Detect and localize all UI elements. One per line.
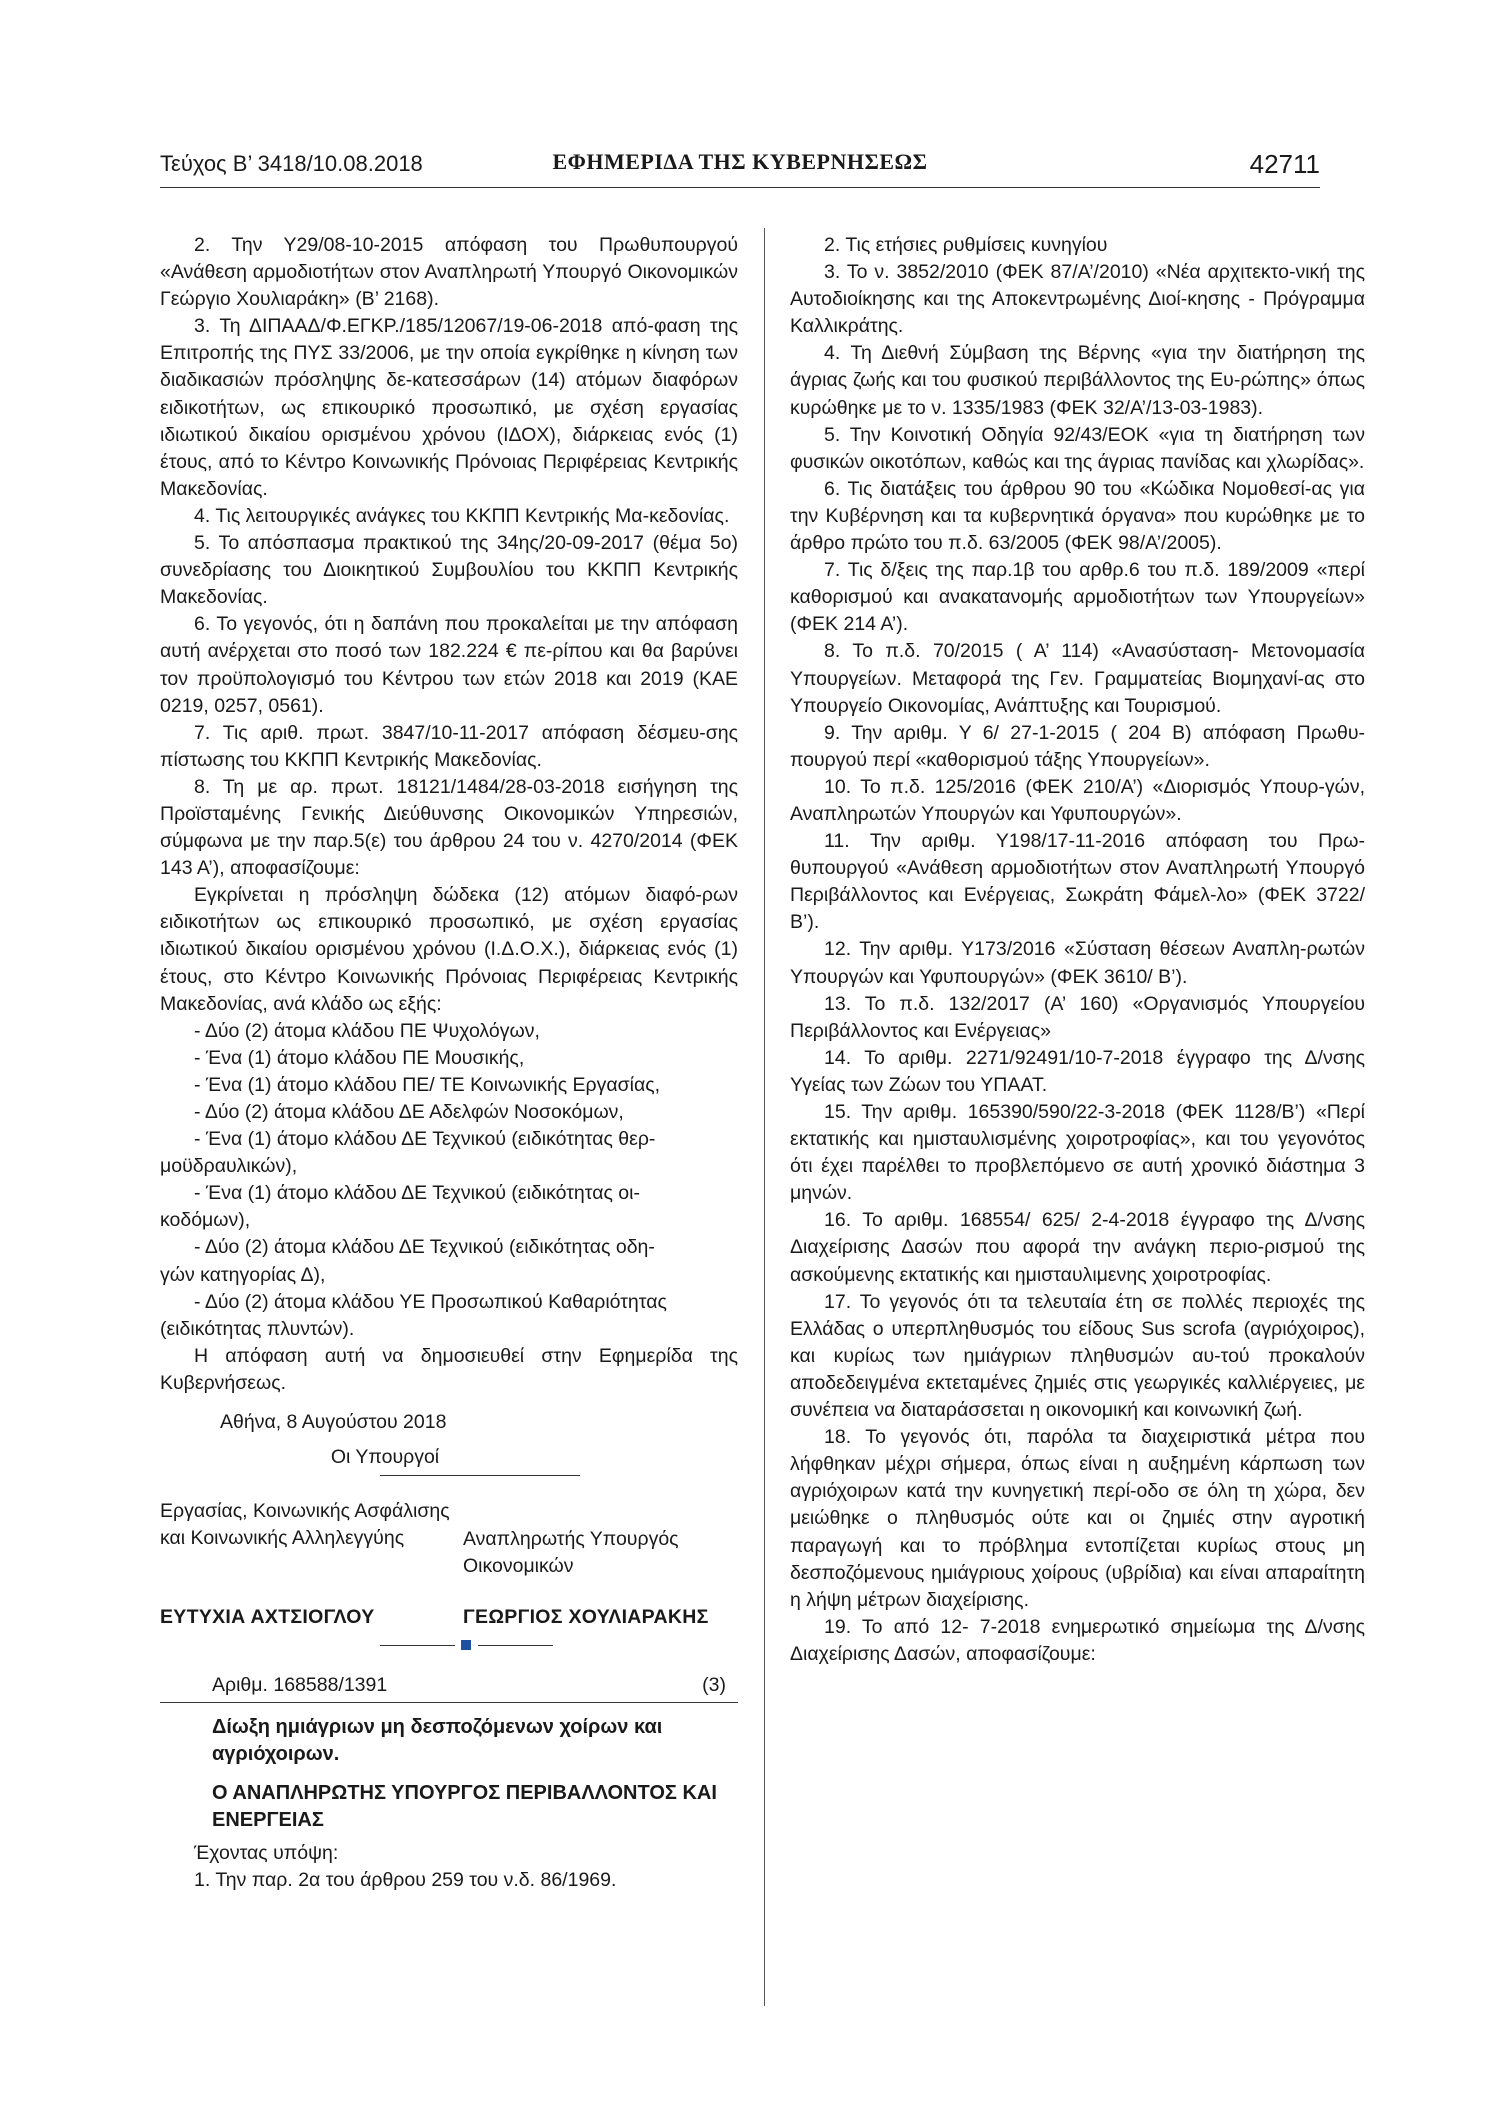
text-line: ρισμού της ασκούμενης εκτατικής και ημισταυλιμενης <box>790 1236 1365 1286</box>
text-line: 12. Την αριθμ. Υ173/2016 «Σύσταση θέσεων Αναπλη- <box>824 938 1307 961</box>
text-line: Κοινωνικής Αλληλεγγύης <box>190 1527 405 1550</box>
clause-4 <box>160 503 738 530</box>
text-line: ρων ειδικοτήτων ως επικουρικό προσωπικό, με σχέση <box>160 884 738 934</box>
staff-item: - Δύο (2) άτομα κλάδου ΔΕ Τεχνικού (ειδικότητας οδη- <box>194 1236 655 1259</box>
decision-title <box>160 1714 738 1768</box>
consideration-12 <box>790 936 1365 990</box>
text-line: κάρπωση των αγριόχοιρων κατά την κυνηγετική περί- <box>790 1453 1365 1503</box>
text-line: Ο ΑΝΑΠΛΗΡΩΤΗΣ ΥΠΟΥΡΓΟΣ <box>212 1782 501 1805</box>
text-line: του ν. 4270/2014 (ΦΕΚ 143 Α’), αποφασίζουμε: <box>160 830 738 880</box>
text-line: έτους, από το Κέντρο Κοινωνικής Πρόνοιας Περιφέρειας <box>160 450 648 473</box>
text-line: χοιροτροφίας. <box>1152 1263 1272 1286</box>
staff-item: - Δύο (2) άτομα κλάδου ΥΕ Προσωπικού Καθαριότητας <box>194 1290 667 1313</box>
journal-title: ΕΦΗΜΕΡΙΔΑ ΤΗΣ ΚΥΒΕΡΝΗΣΕΩΣ <box>552 149 928 174</box>
text-line: «περί καθορισμού και ανακατανομής αρμοδιοτήτων των <box>790 559 1365 609</box>
signatory-right-name: ΓΕΩΡΓΙΟΣ ΧΟΥΛΙΑΡΑΚΗΣ <box>463 1606 709 1629</box>
text-line: πουργού περί «καθορισμού τάξης Υπουργείων». <box>790 748 1210 771</box>
place-date: Αθήνα, 8 Αυγούστου 2018 <box>220 1411 447 1434</box>
clause-8 <box>160 774 738 882</box>
separator-square-icon <box>461 1640 471 1650</box>
text-line: Εγκρίνεται η πρόσληψη δώδεκα (12) ατόμων διαφό- <box>194 884 702 907</box>
staff-item: - Ένα (1) άτομο κλάδου ΔΕ Τεχνικού (ειδικότητας θερ- <box>194 1128 656 1151</box>
separator-line-left <box>380 1645 455 1646</box>
text-line: «Ανάθεση αρμοδιοτήτων στον Αναπληρωτή Υπουργό <box>160 261 622 284</box>
decision-index: (3) <box>702 1674 726 1697</box>
text-line: που λήφθηκαν μέχρι σήμερα, όπως είναι η αυξημένη <box>790 1426 1365 1476</box>
text-line: Αναπληρωτής Υπουργός <box>463 1528 679 1551</box>
text-line: Η απόφαση αυτή να δημοσιευθεί στην Εφημερίδα της <box>194 1344 738 1367</box>
text-line: κυρώθηκε με το άρθρο πρώτο του π.δ. 63/2005 (ΦΕΚ <box>790 504 1365 555</box>
text-line: 3. Το ν. 3852/2010 (ΦΕΚ 87/Α’/2010) «Νέα αρχιτεκτο- <box>824 261 1296 284</box>
signatory-right-title <box>463 1526 743 1580</box>
consideration-3 <box>790 259 1365 340</box>
text-line: Υπουργό Περιβάλλοντος και Ενέργειας, Σωκράτη Φάμελ- <box>790 857 1365 907</box>
text-line: Υπουργείων» (ΦΕΚ 214 Α’). <box>790 586 1365 636</box>
issue-label: Τεύχος B’ 3418/10.08.2018 <box>160 151 423 176</box>
text-line: λο» (ΦΕΚ 3722/Β’). <box>790 884 1365 934</box>
consideration-1: 1. Την παρ. 2α του άρθρου 259 του ν.δ. 86/1969. <box>194 1869 617 1892</box>
text-line: επικουρικό προσωπικό, με σχέση εργασίας ιδιωτικού <box>160 396 738 446</box>
text-line: Κεντρικής Μακεδονίας. <box>160 450 739 500</box>
text-line: της άγριας ζωής και του φυσικού περιβάλλοντος της Ευ- <box>790 342 1365 392</box>
clause-5 <box>160 530 738 611</box>
left-column <box>160 232 738 1894</box>
consideration-11 <box>790 828 1365 936</box>
text-line: οδο σε όλη τη χώρα, δεν μειώθηκε ο πληθυσμός ούτε <box>790 1480 1365 1530</box>
text-line: κησης - Πρόγραμμα Καλλικράτης. <box>790 288 1365 338</box>
text-line: της Προϊσταμένης Γενικής Διεύθυνσης Οικονομικών <box>160 775 739 825</box>
text-line: απόφαση αυτή ανέρχεται στο ποσό των 182.224 € πε- <box>160 613 738 663</box>
text-line: 6. Το γεγονός, ότι η δαπάνη που προκαλείται με την <box>194 613 650 636</box>
text-line: 6. Τις διατάξεις του άρθρου 90 του «Κώδικα Νομοθεσί- <box>824 477 1312 500</box>
ministers-label: Οι Υπουργοί <box>330 1446 440 1469</box>
text-line: 13. Το π.δ. 132/2017 (Α’ 160) «Οργανισμός Υπουργείου <box>824 992 1365 1015</box>
clause-2 <box>160 232 738 313</box>
text-line: (θέμα 5ο) συνεδρίασης του Διοικητικού Συμβουλίου <box>160 532 738 582</box>
text-line: του γεγονότος ότι έχει παρέλθει το προβλεπόμενο σε <box>790 1128 1365 1178</box>
text-line: «Περί εκτατικής και ημισταυλισμένης χοιροτροφίας», και <box>790 1101 1365 1151</box>
text-line: ας για την Κυβέρνηση και τα κυβερνητικά όργανα» που <box>790 477 1365 527</box>
minister-title <box>160 1780 738 1834</box>
considering-label: Έχοντας υπόψη: <box>194 1842 339 1865</box>
consideration-19 <box>790 1614 1365 1668</box>
consideration-14 <box>790 1045 1365 1099</box>
text-line: 18. Το γεγονός ότι, παρόλα τα διαχειριστικά μέτρα <box>824 1426 1316 1449</box>
right-column <box>790 232 1365 1668</box>
text-line: Υπηρεσιών, σύμφωνα με την παρ.5(ε) του άρθρου 24 <box>160 802 738 853</box>
text-line: τού προκαλούν αποδεδειγμένα εκτεταμένες ζημιές στις <box>790 1344 1366 1394</box>
clause-6 <box>160 611 738 719</box>
text-line: Δίωξη ημιάγριων μη δεσποζόμενων χοίρων και <box>212 1716 663 1739</box>
decision-rule <box>160 1702 738 1703</box>
text-line: η οικονομική και κοινωνική ζωή. <box>1029 1399 1303 1422</box>
text-line: ρίπου και θα βαρύνει τον προϋπολογισμό του Κέντρου <box>160 640 739 690</box>
text-line: νική της Αυτοδιοίκησης και της Αποκεντρωμένης Διοί- <box>790 261 1366 311</box>
text-line: 98/Α’/2005). <box>1118 532 1222 555</box>
staff-item-continuation: γών κατηγορίας Δ), <box>160 1263 326 1286</box>
signature-block <box>160 1498 738 1629</box>
text-line: 4. Τις λειτουργικές ανάγκες του ΚΚΠΠ Κεντρικής Μα- <box>194 504 650 527</box>
text-line: της Ελλάδας ο υπερπληθυσμός του είδους Sus scrofa <box>790 1290 1365 1340</box>
text-line: νσης Διαχείρισης Δασών που αφορά την ανάγκη περιο- <box>790 1209 1365 1259</box>
text-line: εγκρίθηκε η κίνηση των διαδικασιών πρόσληψης δε- <box>160 342 739 392</box>
staff-item-continuation: μοϋδραυλικών), <box>160 1155 298 1178</box>
text-line: δικαίου ορισμένου χρόνου (ΙΔΟΧ), διάρκειας ενός (1) <box>248 423 739 446</box>
staff-item-continuation: κοδόμων), <box>160 1209 251 1232</box>
decision-number: Αριθμ. 168588/1391 <box>212 1674 388 1697</box>
text-line: 19. Το από 12- 7-2018 ενημερωτικό σημείωμα της Δ/νσης <box>824 1615 1365 1638</box>
decision-number-row <box>160 1672 738 1702</box>
separator-line-right <box>478 1645 553 1646</box>
consideration-2 <box>790 232 1365 259</box>
text-line: (αγριόχοιρος), και κυρίως των ημιάγριων πληθυσμών αυ- <box>790 1317 1365 1367</box>
text-line: 10. Το π.δ. 125/2016 (ΦΕΚ 210/Α’) «Διορισμός Υπουρ- <box>824 775 1325 798</box>
page-number: 42711 <box>1249 149 1320 179</box>
consideration-18 <box>790 1424 1365 1614</box>
text-line: 8. Το π.δ. 70/2015 ( Α’ 114) «Ανασύσταση- Μετονομασία <box>824 640 1365 663</box>
text-line: σης πίστωσης του ΚΚΠΠ Κεντρικής Μακεδονίας. <box>160 721 738 771</box>
consideration-10 <box>790 774 1365 828</box>
text-line: Δ/νσης Υγείας των Ζώων του ΥΠΑΑΤ. <box>790 1046 1365 1096</box>
text-line: 7. Τις δ/ξεις της παρ.1β του αρθρ.6 του π.δ. 189/2009 <box>824 559 1309 582</box>
text-line: ΠΕΡΙΒΑΛΛΟΝΤΟΣ ΚΑΙ ΕΝΕΡΓΕΙΑΣ <box>212 1782 717 1832</box>
consideration-17 <box>790 1289 1365 1424</box>
consideration-9 <box>790 720 1365 774</box>
approval-paragraph <box>160 882 738 1017</box>
text-line: Κυβερνήσεως. <box>160 1371 287 1394</box>
text-line: κεδονίας. <box>649 504 730 527</box>
staff-item: - Ένα (1) άτομο κλάδου ΠΕ Μουσικής, <box>194 1046 525 1069</box>
clause-3 <box>160 313 738 503</box>
text-line: 2. Τις ετήσιες ρυθμίσεις κυνηγίου <box>824 234 1108 256</box>
text-line: Εργασίας, <box>160 1500 248 1523</box>
text-line: εργασίας ιδιωτικού δικαίου ορισμένου χρόνου (Ι.Δ.Ο.Χ.), <box>160 911 738 961</box>
consideration-15 <box>790 1099 1365 1207</box>
text-line: 14. Το αριθμ. 2271/92491/10-7-2018 έγγραφο της <box>824 1046 1293 1069</box>
text-line: αγριόχοιρων. <box>212 1743 340 1766</box>
text-line: 16. Το αριθμ. 168554/ 625/ 2-4-2018 έγγραφο της Δ/ <box>824 1209 1323 1232</box>
signatory-left-name: ΕΥΤΥΧΙΑ ΑΧΤΣΙΟΓΛΟΥ <box>160 1606 375 1629</box>
consideration-16 <box>790 1207 1365 1288</box>
text-line: και οι ζημιές στην αγροτική παραγωγή και το πρόβλημα <box>790 1507 1365 1557</box>
text-line: Υπουργείων. Μεταφορά της Γεν. Γραμματείας Βιομηχανί- <box>790 667 1305 690</box>
text-line: γών, Αναπληρωτών Υπουργών και Υφυπουργών». <box>790 775 1365 825</box>
staff-item: - Ένα (1) άτομο κλάδου ΠΕ/ ΤΕ Κοινωνικής Εργασίας, <box>194 1073 661 1096</box>
text-line: Περιφέρειας Κεντρικής Μακεδονίας, ανά κλάδο ως εξής: <box>160 965 738 1015</box>
header-rule <box>160 187 1320 188</box>
publication-order <box>160 1343 738 1397</box>
text-line: 17. Το γεγονός ότι τα τελευταία έτη σε πολλές περιοχές <box>824 1290 1329 1313</box>
clause-7 <box>160 720 738 774</box>
text-line: 15. Την αριθμ. 165390/590/22-3-2018 (ΦΕΚ 1128/Β’) <box>824 1101 1306 1123</box>
text-line: κατεσσάρων (14) ατόμων διαφόρων ειδικοτήτων, ως <box>160 369 738 419</box>
text-line: Οικονομικών Γεώργιο Χουλιαράκη» (Β’ 2168). <box>160 261 738 311</box>
section-separator <box>160 1626 738 1666</box>
text-line: 7. Τις αριθ. πρωτ. 3847/10-11-2017 απόφαση δέσμευ- <box>194 721 706 744</box>
consideration-8 <box>790 638 1365 719</box>
text-line: 13-03-1983). <box>1151 396 1264 419</box>
consideration-13 <box>790 991 1365 1045</box>
staff-item: - Δύο (2) άτομα κλάδου ΠΕ Ψυχολόγων, <box>194 1019 540 1042</box>
text-line: γεωργικές καλλιέργειες, με συνέπεια να διαταράσσεται <box>790 1371 1365 1422</box>
text-line: 3. Τη ΔΙΠΑΑΔ/Φ.ΕΓΚΡ./185/12067/19-06-2018 από- <box>194 315 654 338</box>
consideration-4 <box>790 340 1365 421</box>
consideration-6 <box>790 476 1365 557</box>
ministers-rule <box>380 1475 580 1476</box>
text-line: Οικονομικών <box>463 1555 574 1578</box>
text-line: 4. Τη Διεθνή Σύμβαση της Βέρνης «για την διατήρηση <box>824 342 1327 365</box>
text-line: 8. Τη με αρ. πρωτ. 18121/1484/28-03-2018 εισήγηση <box>194 775 698 798</box>
page-header <box>160 143 1320 183</box>
staff-item: - Ένα (1) άτομο κλάδου ΔΕ Τεχνικού (ειδικότητας οι- <box>194 1182 640 1205</box>
signatory-left-title <box>160 1498 450 1552</box>
text-line: 5. Την Κοινοτική Οδηγία 92/43/ΕΟΚ «για τη διατήρηση <box>824 423 1323 446</box>
text-line: Κοινωνικής Ασφάλισης και <box>160 1500 450 1550</box>
text-line: και χλωρίδας». <box>1235 450 1365 473</box>
text-line: θυπουργού «Ανάθεση αρμοδιοτήτων στον Αναπληρωτή <box>790 857 1279 880</box>
column-divider <box>764 228 765 2006</box>
text-line: ρώπης» όπως κυρώθηκε με το ν. 1335/1983 (ΦΕΚ 32/Α’/ <box>790 369 1366 419</box>
consideration-5 <box>790 422 1365 476</box>
text-line: 5. Το απόσπασμα πρακτικού της 34ης/20-09-2017 <box>194 532 644 555</box>
text-line: αυτή χρονικό διάστημα 3 μηνών. <box>790 1155 1365 1205</box>
staff-item-continuation: (ειδικότητας πλυντών). <box>160 1317 355 1340</box>
text-line: διάρκειας ενός (1) έτους, στο Κέντρο Κοινωνικής Πρόνοιας <box>160 938 738 988</box>
text-line: των ετών 2018 και 2019 (ΚΑΕ 0219, 0257, 0561). <box>160 667 739 717</box>
staff-item: - Δύο (2) άτομα κλάδου ΔΕ Αδελφών Νοσοκόμων, <box>194 1101 624 1123</box>
text-line: διαχείρισης. <box>926 1588 1029 1611</box>
text-line: του ΚΚΠΠ Κεντρικής Μακεδονίας. <box>160 559 738 609</box>
text-line: χοίρους (υβρίδια) και είναι απαραίτητη η λήψη μέτρων <box>790 1561 1366 1611</box>
text-line: 11. Την αριθμ. Υ198/17-11-2016 απόφαση του Πρω- <box>824 830 1365 853</box>
text-line: εντοπίζεται κυρίως στους μη δεσποζόμενους ημιάγριους <box>790 1534 1365 1584</box>
text-line: Περιβάλλοντος και Ενέργειας» <box>790 1019 1051 1042</box>
text-line: Διαχείρισης Δασών, αποφασίζουμε: <box>790 1642 1096 1665</box>
text-line: 9. Την αριθμ. Υ 6/ 27-1-2015 ( 204 Β) απόφαση Πρωθυ- <box>824 721 1365 744</box>
text-line: ρωτών Υπουργών και Υφυπουργών» (ΦΕΚ 3610/ Β’). <box>790 938 1365 988</box>
consideration-7 <box>790 557 1365 638</box>
text-line: φαση της Επιτροπής της ΠΥΣ 33/2006, με την οποία <box>160 315 738 365</box>
text-line: ας στο Υπουργείο Οικονομίας, Ανάπτυξης και Τουρισμού. <box>790 667 1365 717</box>
text-line: 2. Την Υ29/08-10-2015 απόφαση του Πρωθυπουργού <box>194 234 738 256</box>
text-line: των φυσικών οικοτόπων, καθώς και της άγριας πανίδας <box>790 423 1366 473</box>
